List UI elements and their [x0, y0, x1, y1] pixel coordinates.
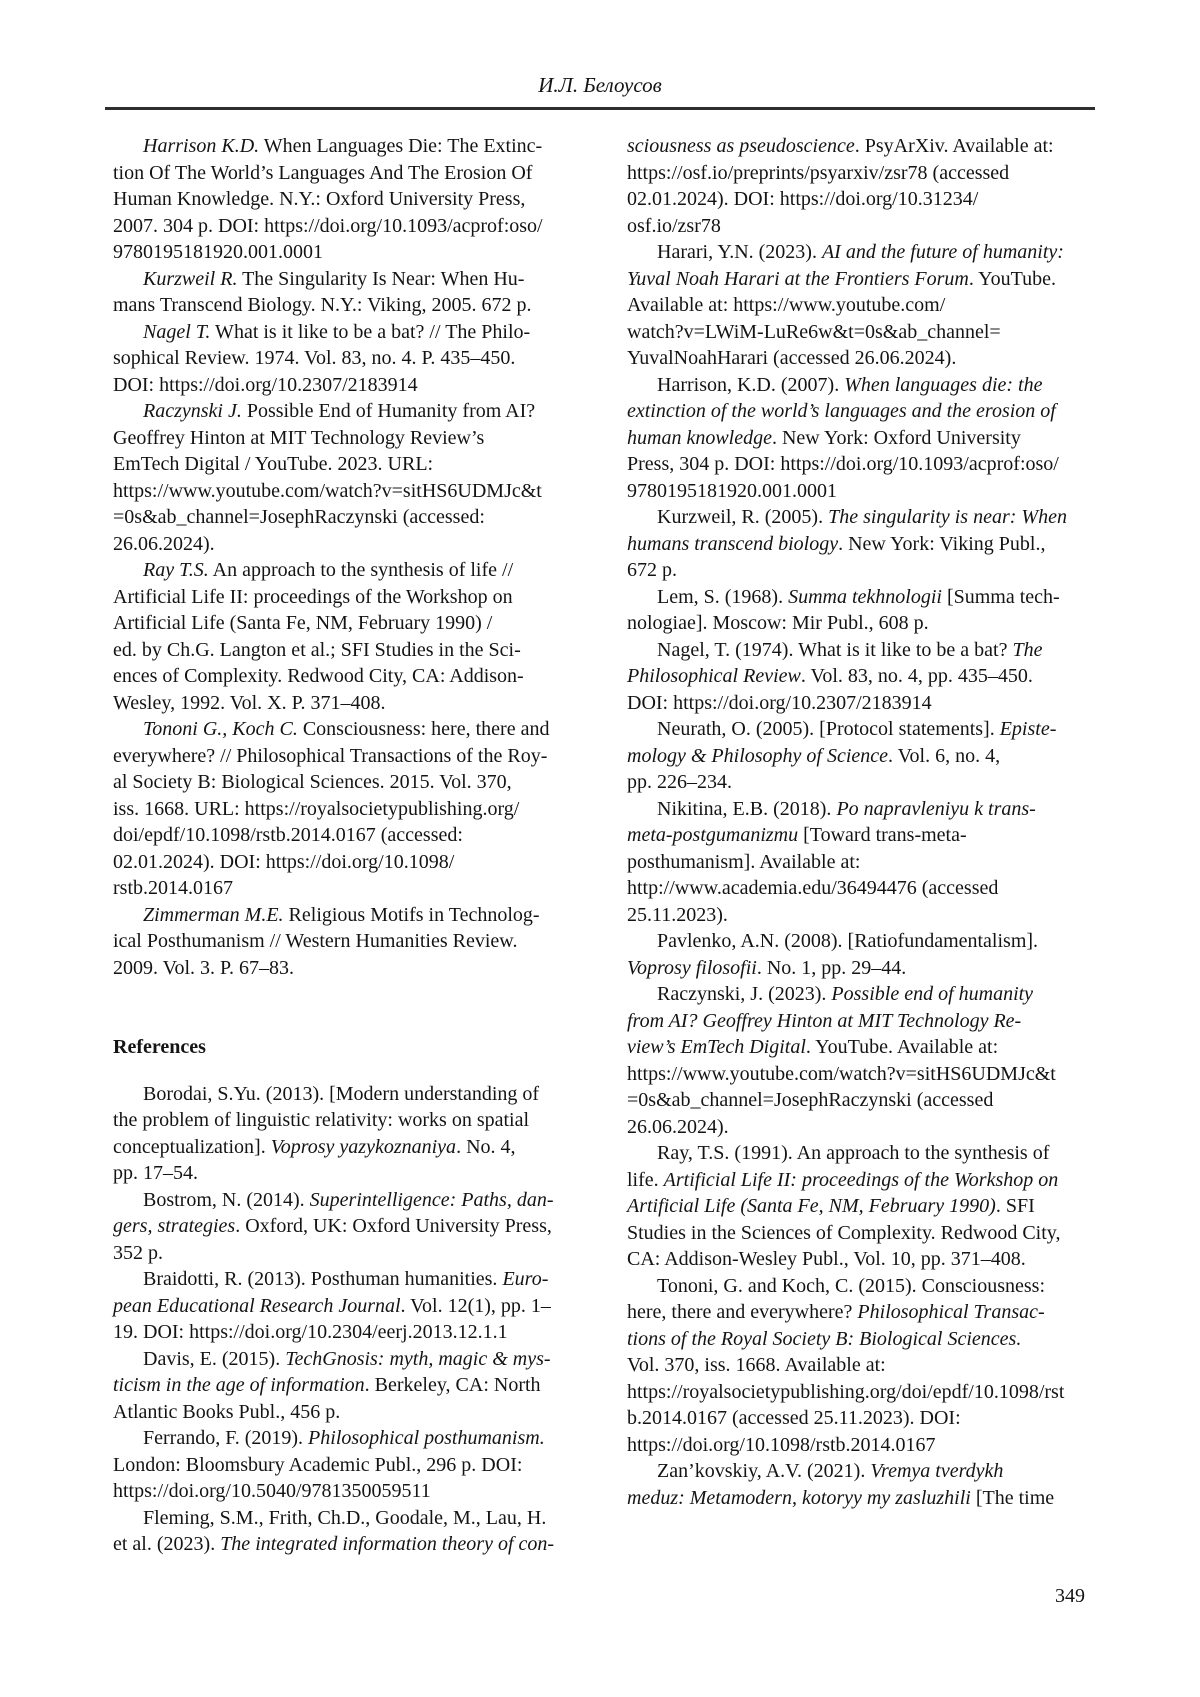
reference-line [627, 160, 1085, 187]
text-run: Braidotti, R. (2013). Posthuman humanities. [143, 1268, 503, 1290]
reference-line [627, 1299, 1085, 1326]
reference-entry [113, 902, 573, 982]
italic-text-run: mology & Philosophy of Science [627, 744, 889, 767]
text-run: . No. 1, pp. 29–44. [756, 956, 907, 979]
text-run: DOI: https://doi.org/10.2307/2183914 [113, 373, 418, 396]
reference-line [627, 1061, 1085, 1088]
italic-text-run: Superintelligence: Paths, dan- [309, 1188, 554, 1211]
reference-line [627, 266, 1085, 293]
text-run: Ray, T.S. (1991). An approach to the synthesis of [657, 1142, 1050, 1164]
text-run: ences of Complexity. Redwood City, CA: Addison- [113, 665, 524, 687]
reference-entry [627, 239, 1085, 372]
reference-line [627, 1008, 1085, 1035]
reference-entry [627, 584, 1085, 637]
text-run: Nagel, T. (1974). What is it like to be a bat? [657, 638, 1013, 661]
reference-line [113, 239, 573, 266]
reference-line [113, 743, 573, 770]
text-run: =0s&ab_channel=JosephRaczynski (accessed: [113, 506, 485, 528]
reference-line [113, 213, 573, 240]
reference-line [627, 239, 1085, 266]
text-run: watch?v=LWiM-LuRe6w&t=0s&ab_channel= [627, 320, 1001, 343]
text-run: Consciousness: here, there and [297, 718, 550, 740]
reference-entry [113, 266, 573, 319]
reference-line [113, 1134, 573, 1161]
reference-line [627, 955, 1085, 982]
text-run: EmTech Digital / YouTube. 2023. URL: [113, 453, 434, 475]
running-head-author: И.Л. Белоусов [538, 73, 662, 97]
reference-line [113, 1160, 573, 1187]
text-run: al Society B: Biological Sciences. 2015. Vol. 370, [113, 771, 512, 793]
reference-line [113, 610, 573, 637]
text-run: Raczynski, J. (2023). [657, 983, 832, 1005]
reference-line [113, 1372, 573, 1399]
italic-text-run: When languages die: the [844, 373, 1043, 396]
reference-line [627, 425, 1085, 452]
reference-entry [113, 557, 573, 716]
reference-line [627, 186, 1085, 213]
reference-line [627, 637, 1085, 664]
reference-entry [113, 319, 573, 399]
text-run: YuvalNoahHarari (accessed 26.06.2024). [627, 347, 957, 369]
reference-line [113, 1399, 573, 1426]
reference-entry [627, 1140, 1085, 1273]
reference-line [627, 557, 1085, 584]
italic-text-run: pean Educational Research Journal [113, 1294, 401, 1317]
italic-text-run: meta-postgumanizmu [627, 824, 799, 846]
reference-entry [113, 1081, 573, 1187]
reference-entry [627, 716, 1085, 796]
reference-line [113, 769, 573, 796]
reference-line [113, 266, 573, 293]
reference-line [627, 451, 1085, 478]
text-run: ed. by Ch.G. Langton et al.; SFI Studies in the Sci- [113, 638, 521, 661]
reference-line [113, 133, 573, 160]
references-heading: References [113, 1036, 206, 1058]
text-run: osf.io/zsr78 [627, 214, 721, 237]
text-run: . Vol. 12(1), pp. 1– [400, 1294, 551, 1317]
italic-text-run: Zimmerman M.E. [143, 903, 284, 926]
reference-line [113, 955, 573, 982]
text-run: Nikitina, E.B. (2018). [657, 797, 837, 820]
reference-line [113, 1081, 573, 1108]
text-run: 352 p. [113, 1241, 163, 1264]
reference-line [627, 1273, 1085, 1300]
italic-text-run: tions of the Royal Society B: Biological Sciences. [627, 1327, 1022, 1350]
reference-line [627, 822, 1085, 849]
reference-line [627, 1140, 1085, 1167]
text-run: Zan’kovskiy, A.V. (2021). [657, 1460, 871, 1482]
reference-entry [627, 637, 1085, 717]
header-rule [105, 107, 1095, 110]
text-run: Possible End of Humanity from AI? [241, 400, 536, 422]
text-run: =0s&ab_channel=JosephRaczynski (accessed [627, 1089, 994, 1111]
italic-text-run: meduz: Metamodern, kotoryy my zasluzhili [627, 1486, 971, 1509]
text-run: . SFI [995, 1195, 1035, 1217]
reference-line [113, 875, 573, 902]
reference-line [113, 160, 573, 187]
text-run: tion Of The World’s Languages And The Erosion Of [113, 161, 533, 184]
italic-text-run: Summa tekhnologii [788, 585, 942, 608]
text-run: 02.01.2024). DOI: https://doi.org/10.31234/ [627, 188, 979, 210]
italic-text-run: Voprosy yazykoznaniya [270, 1135, 457, 1158]
reference-line [113, 1213, 573, 1240]
text-run: . New York: Oxford University [771, 426, 1021, 449]
italic-text-run: humans transcend biology [627, 532, 839, 555]
text-run: What is it like to be a bat? // The Philo- [210, 320, 531, 343]
text-run: Neurath, O. (2005). [Protocol statements]. [657, 718, 1000, 740]
reference-line [627, 690, 1085, 717]
reference-entry [113, 398, 573, 557]
reference-line [627, 1379, 1085, 1406]
italic-text-run: Euro- [502, 1268, 549, 1290]
text-run: . Berkeley, CA: North [364, 1374, 541, 1396]
italic-text-run: AI and the future of humanity: [821, 241, 1064, 263]
text-run: doi/epdf/10.1098/rstb.2014.0167 (accessed: [113, 824, 463, 846]
text-run: everywhere? // Philosophical Transactions of the Roy- [113, 744, 548, 767]
text-run: here, there and everywhere? [627, 1301, 858, 1323]
text-run: 19. DOI: https://doi.org/10.2304/eerj.2013.12.1.1 [113, 1321, 508, 1343]
reference-line [627, 398, 1085, 425]
reference-line [113, 1240, 573, 1267]
reference-line [627, 1405, 1085, 1432]
reference-line [627, 743, 1085, 770]
reference-line [113, 372, 573, 399]
reference-entry [627, 981, 1085, 1140]
reference-line [113, 902, 573, 929]
text-run: . Oxford, UK: Oxford University Press, [235, 1215, 552, 1237]
text-run: Geoffrey Hinton at MIT Technology Review’s [113, 426, 485, 449]
text-run: nologiae]. Moscow: Mir Publ., 608 p. [627, 612, 929, 634]
text-run: Fleming, S.M., Frith, Ch.D., Goodale, M., Lau, H. [143, 1506, 547, 1529]
italic-text-run: gers, strategies [113, 1215, 236, 1237]
italic-text-run: Po napravleniyu k trans- [836, 797, 1036, 820]
text-run: http://www.academia.edu/36494476 (accessed [627, 877, 999, 899]
reference-entry [113, 1425, 573, 1505]
reference-line [627, 928, 1085, 955]
reference-line [627, 133, 1085, 160]
text-run: 672 p. [627, 559, 677, 581]
reference-line [113, 345, 573, 372]
text-run: 2007. 304 p. DOI: https://doi.org/10.1093/acprof:oso/ [113, 214, 543, 237]
italic-text-run: ticism in the age of information [113, 1374, 365, 1396]
reference-line [627, 478, 1085, 505]
text-run: Human Knowledge. N.Y.: Oxford University Press, [113, 188, 526, 210]
reference-line [113, 796, 573, 823]
reference-line [113, 1107, 573, 1134]
text-run: . New York: Viking Publ., [838, 532, 1046, 555]
reference-line [627, 663, 1085, 690]
text-run: Vol. 370, iss. 1668. Available at: [627, 1354, 886, 1376]
italic-text-run: human knowledge [627, 426, 772, 449]
text-run: https://www.youtube.com/watch?v=sitHS6UDMJc&t [627, 1062, 1056, 1085]
text-run: pp. 226–234. [627, 771, 732, 793]
reference-line [113, 1425, 573, 1452]
reference-line [627, 796, 1085, 823]
text-run: Harrison, K.D. (2007). [657, 373, 845, 396]
text-run: . Vol. 83, no. 4, pp. 435–450. [800, 665, 1033, 687]
text-run: 9780195181920.001.0001 [113, 241, 323, 263]
text-run: Pavlenko, A.N. (2008). [Ratiofundamentalism]. [657, 930, 1039, 952]
text-run: An approach to the synthesis of life // [208, 559, 514, 581]
italic-text-run: The [1012, 638, 1043, 661]
reference-line [627, 1167, 1085, 1194]
text-run: sophical Review. 1974. Vol. 83, no. 4. P. 435–450. [113, 347, 516, 369]
text-run: https://osf.io/preprints/psyarxiv/zsr78 (accessed [627, 161, 1010, 184]
text-run: 26.06.2024). [113, 532, 215, 555]
text-run: [Toward trans-meta- [798, 824, 967, 846]
reference-line [627, 875, 1085, 902]
italic-text-run: view’s EmTech Digital [627, 1036, 806, 1058]
reference-line [627, 1034, 1085, 1061]
italic-text-run: Philosophical Review [627, 665, 801, 687]
text-run: Tononi, G. and Koch, C. (2015). Consciousness: [657, 1274, 1046, 1297]
reference-entry [113, 1187, 573, 1267]
text-run: ical Posthumanism // Western Humanities Review. [113, 930, 518, 952]
text-run: . PsyArXiv. Available at: [854, 135, 1054, 157]
column-right [627, 133, 1085, 1558]
text-run: the problem of linguistic relativity: works on spatial [113, 1109, 530, 1131]
italic-text-run: Yuval Noah Harari at the Frontiers Forum [627, 267, 969, 290]
reference-line [627, 1087, 1085, 1114]
text-run: 2009. Vol. 3. P. 67–83. [113, 956, 294, 979]
reference-line [627, 584, 1085, 611]
reference-line [113, 478, 573, 505]
reference-line [627, 902, 1085, 929]
reference-entry [113, 1346, 573, 1426]
text-run: [The time [970, 1486, 1055, 1509]
reference-entry [627, 372, 1085, 505]
reference-line [627, 716, 1085, 743]
reference-line [627, 849, 1085, 876]
reference-line [627, 504, 1085, 531]
reference-line [113, 425, 573, 452]
text-run: 02.01.2024). DOI: https://doi.org/10.1098/ [113, 850, 455, 873]
text-run: conceptualization]. [113, 1135, 271, 1158]
page-number: 349 [1055, 1585, 1085, 1607]
text-run: life. [627, 1168, 664, 1191]
reference-entry [627, 796, 1085, 929]
italic-text-run: Nagel T. [143, 320, 211, 343]
reference-line [627, 292, 1085, 319]
text-run: 25.11.2023). [627, 903, 728, 926]
text-run: Lem, S. (1968). [657, 585, 789, 608]
italic-text-run: Kurzweil R. [143, 267, 238, 290]
reference-line [113, 292, 573, 319]
reference-line [627, 213, 1085, 240]
italic-text-run: The integrated information theory of con- [220, 1533, 555, 1555]
text-run: Press, 304 p. DOI: https://doi.org/10.1093/acprof:oso/ [627, 453, 1059, 475]
text-run: posthumanism]. Available at: [627, 850, 861, 873]
reference-line [627, 1246, 1085, 1273]
text-run: Bostrom, N. (2014). [143, 1188, 310, 1211]
text-run: Kurzweil, R. (2005). [657, 506, 829, 528]
text-run: When Languages Die: The Extinc- [259, 135, 543, 157]
italic-text-run: Harrison K.D. [143, 135, 260, 157]
text-run: 26.06.2024). [627, 1115, 729, 1138]
text-run: . YouTube. Available at: [805, 1036, 999, 1058]
reference-line [113, 663, 573, 690]
reference-line [113, 186, 573, 213]
text-run: Davis, E. (2015). [143, 1347, 286, 1370]
text-run: CA: Addison-Wesley Publ., Vol. 10, pp. 371–408. [627, 1248, 1026, 1270]
text-run: Religious Motifs in Technolog- [283, 903, 540, 926]
reference-line [627, 1458, 1085, 1485]
reference-line [627, 1432, 1085, 1459]
text-run: [Summa tech- [941, 585, 1060, 608]
italic-text-run: Artificial Life (Santa Fe, NM, February 1990) [627, 1195, 996, 1217]
italic-text-run: Philosophical posthumanism. [308, 1427, 545, 1449]
reference-line [113, 849, 573, 876]
reference-line [113, 1531, 573, 1558]
reference-line [113, 716, 573, 743]
text-run: Studies in the Sciences of Complexity. Redwood City, [627, 1221, 1061, 1244]
text-run: https://royalsocietypublishing.org/doi/epdf/10.1098/rst [627, 1380, 1065, 1403]
text-run: Artificial Life (Santa Fe, NM, February 1990) / [113, 612, 493, 634]
reference-line [113, 822, 573, 849]
reference-line [113, 1505, 573, 1532]
text-run: b.2014.0167 (accessed 25.11.2023). DOI: [627, 1407, 961, 1429]
reference-line [113, 1187, 573, 1214]
text-run: Borodai, S.Yu. (2013). [Modern understanding of [143, 1082, 540, 1105]
text-run: . Vol. 6, no. 4, [888, 744, 1001, 767]
reference-entry [113, 1505, 573, 1558]
text-run: Atlantic Books Publ., 456 p. [113, 1400, 341, 1423]
italic-text-run: extinction of the world’s languages and the erosion of [627, 400, 1056, 422]
italic-text-run: from AI? Geoffrey Hinton at MIT Technology Re- [627, 1009, 1022, 1032]
reference-line [627, 1485, 1085, 1512]
reference-line [113, 1452, 573, 1479]
reference-line [113, 398, 573, 425]
italic-text-run: The singularity is near: When [828, 506, 1067, 528]
reference-line [627, 769, 1085, 796]
reference-line [627, 372, 1085, 399]
text-run: Artificial Life II: proceedings of the Workshop on [113, 585, 513, 608]
text-run: pp. 17–54. [113, 1162, 198, 1184]
italic-text-run: Episte- [999, 718, 1057, 740]
text-run: rstb.2014.0167 [113, 877, 233, 899]
reference-entry [113, 133, 573, 266]
italic-text-run: Tononi G., Koch C. [143, 718, 298, 740]
text-run: et al. (2023). [113, 1533, 221, 1555]
italic-text-run: Philosophical Transac- [857, 1301, 1045, 1323]
text-run: https://doi.org/10.5040/9781350059511 [113, 1480, 431, 1502]
reference-line [627, 1352, 1085, 1379]
italic-text-run: Possible end of humanity [831, 983, 1034, 1005]
text-run: Ferrando, F. (2019). [143, 1427, 309, 1449]
reference-line [113, 1478, 573, 1505]
reference-line [113, 1346, 573, 1373]
reference-entry [627, 1458, 1085, 1511]
reference-line [627, 981, 1085, 1008]
italic-text-run: Vremya tverdykh [870, 1460, 1004, 1482]
reference-line [113, 1319, 573, 1346]
italic-text-run: Ray T.S. [143, 559, 209, 581]
italic-text-run: TechGnosis: myth, magic & mys- [285, 1347, 551, 1370]
text-run: Wesley, 1992. Vol. X. P. 371–408. [113, 691, 386, 714]
reference-line [627, 1326, 1085, 1353]
reference-line [113, 1266, 573, 1293]
page-header [0, 72, 1200, 98]
italic-text-run: Raczynski J. [143, 400, 242, 422]
italic-text-run: Artificial Life II: proceedings of the Workshop on [663, 1168, 1059, 1191]
text-run: Available at: https://www.youtube.com/ [627, 294, 946, 316]
reference-entry [113, 1266, 573, 1346]
reference-line [627, 1114, 1085, 1141]
reference-line [627, 1220, 1085, 1247]
text-run: DOI: https://doi.org/10.2307/2183914 [627, 691, 932, 714]
reference-line [113, 557, 573, 584]
text-run: The Singularity Is Near: When Hu- [237, 267, 525, 290]
text-run: London: Bloomsbury Academic Publ., 296 p. DOI: [113, 1453, 523, 1476]
text-run: . YouTube. [968, 267, 1056, 290]
reference-line [113, 504, 573, 531]
reference-entry [113, 716, 573, 902]
reference-line [113, 451, 573, 478]
reference-line [113, 319, 573, 346]
reference-line [627, 1193, 1085, 1220]
reference-line [627, 345, 1085, 372]
text-run: iss. 1668. URL: https://royalsocietypublishing.org/ [113, 797, 520, 820]
text-run: Harari, Y.N. (2023). [657, 241, 822, 263]
reference-entry [627, 133, 1085, 239]
reference-line [113, 1293, 573, 1320]
bibliography-columns [113, 133, 1088, 1558]
text-run: mans Transcend Biology. N.Y.: Viking, 2005. 672 p. [113, 294, 532, 316]
reference-entry [627, 928, 1085, 981]
reference-line [113, 531, 573, 558]
reference-line [627, 610, 1085, 637]
text-run: . No. 4, [456, 1135, 516, 1158]
reference-line [627, 319, 1085, 346]
text-run: https://doi.org/10.1098/rstb.2014.0167 [627, 1433, 936, 1456]
reference-entry [627, 1273, 1085, 1459]
reference-line [113, 690, 573, 717]
column-left [113, 133, 573, 1558]
italic-text-run: Voprosy filosofii [627, 956, 757, 979]
text-run: https://www.youtube.com/watch?v=sitHS6UDMJc&t [113, 479, 542, 502]
reference-line [113, 928, 573, 955]
reference-line [627, 531, 1085, 558]
italic-text-run: sciousness as pseudoscience [627, 135, 855, 157]
text-run: 9780195181920.001.0001 [627, 479, 837, 502]
reference-line [113, 584, 573, 611]
reference-entry [627, 504, 1085, 584]
reference-line [113, 637, 573, 664]
